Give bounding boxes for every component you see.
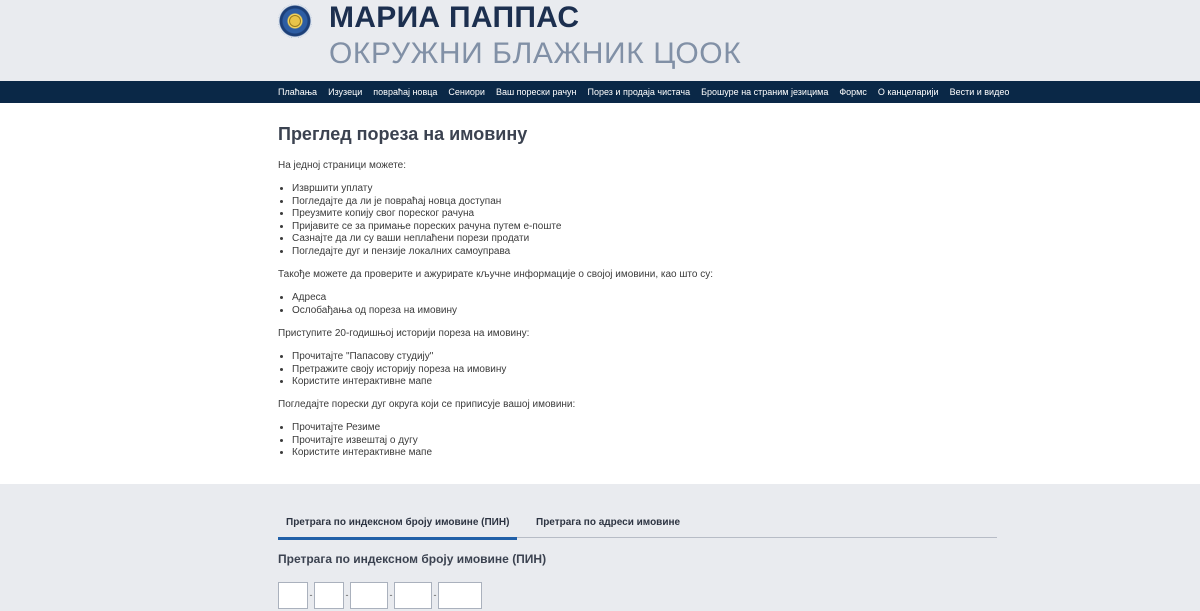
pin-field-4[interactable] [394,582,432,609]
pin-separator: - [309,590,313,600]
pin-field-3[interactable] [350,582,388,609]
county-seal-icon[interactable] [278,4,312,38]
search-section-title: Претрага по индексном броју имовине (ПИН) [278,552,547,566]
pin-input-group [278,581,482,609]
list-item[interactable]: • Пријавите се за примање пореских рачуна путем е-поште [292,221,561,234]
pin-separator: - [345,590,349,600]
list-item[interactable]: • Користите интерактивне мапе [292,376,506,389]
tab-search-by-pin[interactable]: Претрага по индексном броју имовине (ПИН) [286,517,510,528]
pin-field-5[interactable] [438,582,482,609]
tab-search-by-address[interactable]: Претрага по адреси имовине [536,517,681,528]
nav-item-seniors[interactable]: Сениори [448,87,485,97]
list-item[interactable]: • Погледајте да ли је повраћај новца доступан [292,196,561,209]
list-item[interactable]: • Погледајте дуг и пензије локалних самоуправа [292,246,561,259]
list-item[interactable]: • Сазнајте да ли су ваши неплаћени порези продати [292,233,561,246]
bullet-list [292,422,432,460]
pin-field-2[interactable] [314,582,344,609]
page-title: Преглед пореза на имовину [278,124,528,144]
nav-item-refunds[interactable]: повраћај новца [373,87,438,97]
bullet-list [292,292,457,317]
bullet-list [292,183,561,258]
nav-item-forms[interactable]: Формс [839,87,867,97]
list-item[interactable]: • Прочитајте Резиме [292,422,432,435]
list-item[interactable]: • Преузмите копију свог пореског рачуна [292,208,561,221]
list-item[interactable]: • Претражите своју историју пореза на имовину [292,364,506,377]
brand-name[interactable]: МАРИА ПАППАС [329,1,580,34]
list-item[interactable]: • Извршити уплату [292,183,561,196]
bullet-list [292,351,506,389]
list-item[interactable]: • Ослобађања од пореза на имовину [292,305,457,318]
section-intro: Приступите 20-годишњој историји пореза на имовину: [278,328,530,339]
list-item[interactable]: • Прочитајте "Папасову студију" [292,351,506,364]
nav-item-tax-sale[interactable]: Порез и продаја чистача [587,87,691,97]
main-nav [0,81,1200,103]
list-item[interactable]: • Користите интерактивне мапе [292,447,432,460]
pin-separator: - [389,590,393,600]
main-content [0,103,1200,484]
section-intro: Такође можете да проверите и ажурирате кључне информације о својој имовини, као што су: [278,269,713,280]
pin-search-panel [0,484,1200,611]
nav-item-payments[interactable]: Плаћања [278,87,318,97]
search-tabs [278,511,997,538]
site-header [0,0,1200,81]
brand-office-title: ОКРУЖНИ БЛАЖНИК ЦООК [329,37,742,70]
section-intro: Погледајте порески дуг округа који се приписује вашој имовини: [278,399,576,410]
nav-item-news[interactable]: Вести и видео [949,87,1010,97]
pin-field-1[interactable] [278,582,308,609]
list-item[interactable]: • Адреса [292,292,457,305]
pin-separator: - [433,590,437,600]
nav-item-brochures[interactable]: Брошуре на страним језицима [701,87,829,97]
list-item[interactable]: • Прочитајте извештај о дугу [292,435,432,448]
nav-item-exemptions[interactable]: Изузеци [328,87,363,97]
nav-item-about[interactable]: О канцеларији [877,87,939,97]
section-intro: На једној страници можете: [278,160,406,171]
nav-item-tax-bill[interactable]: Ваш порески рачун [495,87,577,97]
